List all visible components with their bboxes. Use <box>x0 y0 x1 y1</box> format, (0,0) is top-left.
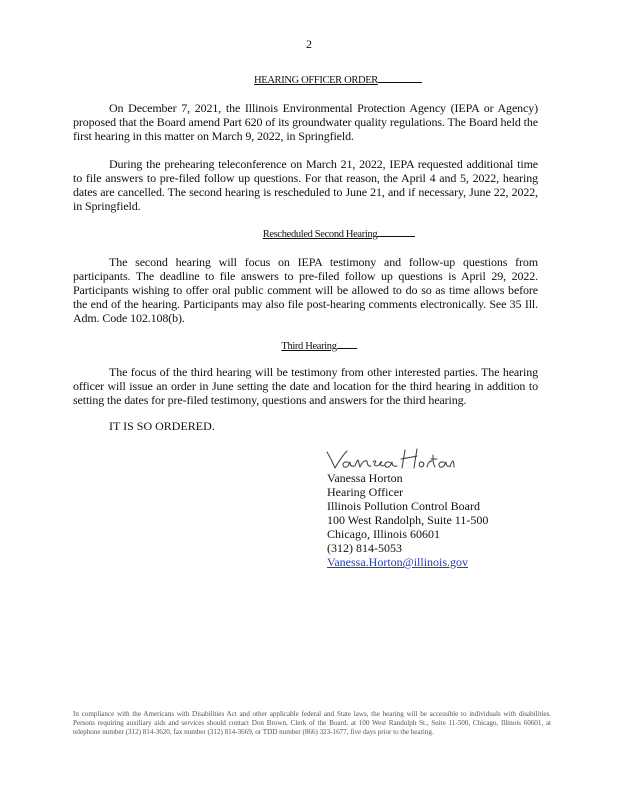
handwritten-signature <box>325 447 455 473</box>
third-hearing-heading: Third Hearing <box>281 341 337 352</box>
signer-email-link[interactable]: Vanessa.Horton@illinois.gov <box>327 555 469 569</box>
third-hearing-heading-row <box>0 339 618 352</box>
paragraph-second-hearing: The second hearing will focus on IEPA testimony and follow-up questions from participants. The deadline to file answers to pre-filed follow up questions is April 29, 2022. Participants wishing to offer oral public comment will be allowed to do so as time allows before the end of the hearing. Participants may also file post-hearing comments electronically. See 35 Ill. Adm. Code 102.108(b). <box>73 255 538 325</box>
order-heading-row <box>0 73 618 86</box>
signature-block <box>327 471 488 569</box>
signer-address-line-1: 100 West Randolph, Suite 11-500 <box>327 513 489 527</box>
second-hearing-heading-underline <box>377 227 415 237</box>
order-heading: HEARING OFFICER ORDER <box>254 75 378 86</box>
so-ordered: IT IS SO ORDERED. <box>109 419 215 433</box>
signer-title: Hearing Officer <box>327 485 404 499</box>
signer-name: Vanessa Horton <box>327 471 403 485</box>
second-hearing-heading: Rescheduled Second Hearing <box>262 229 378 240</box>
paragraph-introduction: On December 7, 2021, the Illinois Environmental Protection Agency (IEPA or Agency) proposed that the Board amend Part 620 of its groundwater quality regulations. The Board held the first hearing in this matter on March 9, 2022, in Springfield. <box>73 101 538 143</box>
paragraph-third-hearing: The focus of the third hearing will be testimony from other interested parties. The hearing officer will issue an order in June setting the date and location for the third hearing in addition to setting the dates for pre-filed testimony, questions and answers for the third hearing. <box>73 365 538 407</box>
third-hearing-heading-underline <box>337 339 357 349</box>
order-heading-underline <box>378 73 422 83</box>
signer-address-line-2: Chicago, Illinois 60601 <box>327 527 440 541</box>
signer-phone: (312) 814-5053 <box>327 541 402 555</box>
page-number: 2 <box>306 37 312 51</box>
second-hearing-heading-row <box>0 227 618 240</box>
signer-organization: Illinois Pollution Control Board <box>327 499 481 513</box>
accessibility-footer: In compliance with the Americans with Disabilities Act and other applicable federal and State laws, the hearing will be accessible to individuals with disabilities. Persons requiring auxiliary aids and services should contact Don Brown, Clerk of the Board, at 100 West Randolph St., Suite 11-500, Chicago, Illinois 60601, at telephone number (312) 814-3620, fax number (312) 814-3669, or TDD number (866) 323-1677, five days prior to the hearing. <box>73 710 551 736</box>
paragraph-prehearing: During the prehearing teleconference on March 21, 2022, IEPA requested additional time to file answers to pre-filed follow up questions. For that reason, the April 4 and 5, 2022, hearing dates are cancelled. The second hearing is rescheduled to June 21, and if necessary, June 22, 2022, in Springfield. <box>73 157 538 213</box>
